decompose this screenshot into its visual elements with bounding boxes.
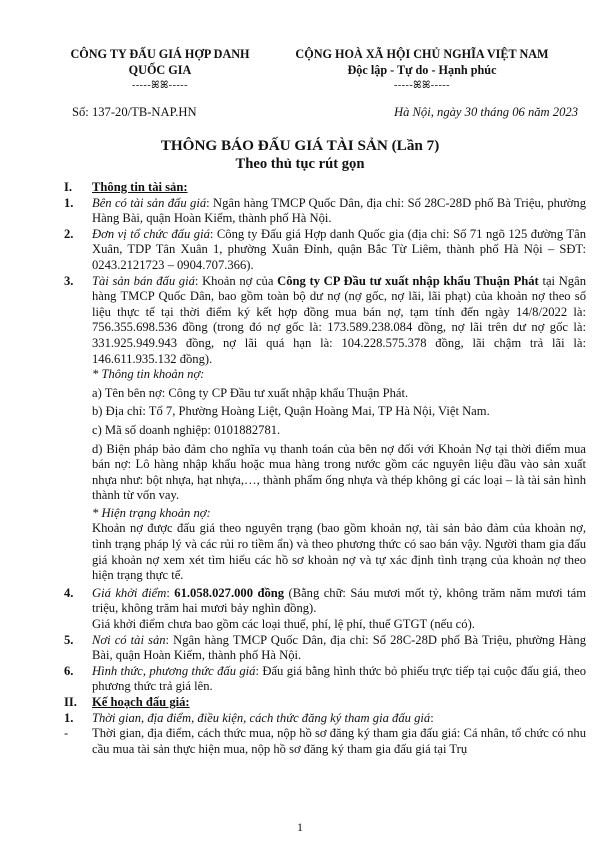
section-heading <box>56 695 586 711</box>
page-number: 1 <box>297 820 303 834</box>
debtor-company: Công ty CP Đầu tư xuất nhập khẩu Thuận Phát <box>277 273 539 288</box>
list-item <box>56 711 586 727</box>
section-title: Kế hoạch đấu giá: <box>92 695 190 709</box>
bullet-item <box>56 726 586 757</box>
org-name-line1: CÔNG TY ĐẤU GIÁ HỢP DANH <box>70 47 250 61</box>
item-number: 3. <box>64 273 74 288</box>
item-label: Nơi có tài sản <box>92 632 166 647</box>
debtor-address: b) Địa chỉ: Tổ 7, Phường Hoàng Liệt, Quận Hoàng Mai, TP Hà Nội, Việt Nam. <box>92 404 490 419</box>
item-text: tại Ngân hàng TMCP Quốc Dân, bao gồm toàn bộ dư nợ (nợ gốc, nợ lãi, lãi phạt) của khoản nợ theo số liệu thực tế tại thời điểm ký kết hợp đồng mua bán nợ, tạm tính đến ngày 14/8/2022 là: 756.355.698.536 đồng (trong đó nợ gốc là: 173.589.238.084 đồng, nợ lãi trên dư nợ gốc là: 331.925.949.943 đồng, nợ lãi quá hạn là: 104.228.575.378 đồng, lãi chậm trả lãi là: 146.611.935.132 đồng). <box>92 273 586 366</box>
document-date: Hà Nội, ngày 30 tháng 06 năm 2023 <box>393 105 578 119</box>
debtor-tax-code: c) Mã số doanh nghiệp: 0101882781. <box>92 422 281 437</box>
item-number: 5. <box>64 632 74 647</box>
nation-name: CỘNG HOÀ XÃ HỘI CHỦ NGHĨA VIỆT NAM <box>295 47 549 61</box>
starting-price: 61.058.027.000 đồng <box>174 585 285 600</box>
list-item <box>56 227 586 274</box>
document-subtitle: Theo thủ tục rút gọn <box>235 156 365 172</box>
item-number: 4. <box>64 585 74 600</box>
ornament-divider: -----ꕤꕤ----- <box>132 80 188 91</box>
item-number: 1. <box>64 710 74 725</box>
document-number: Số: 137-20/TB-NAP.HN <box>72 105 197 119</box>
motto: Độc lập - Tự do - Hạnh phúc <box>347 63 497 77</box>
debt-info-heading: * Thông tin khoản nợ: <box>92 367 205 382</box>
list-item <box>56 196 586 227</box>
section-heading <box>56 180 586 196</box>
item-text: : Ngân hàng TMCP Quốc Dân, địa chỉ: Số 28C-28D phố Bà Triệu, phường Hàng Bài, quận Hoàn Kiếm, thành phố Hà Nội. <box>92 195 587 226</box>
item-label: Giá khởi điểm <box>92 585 167 600</box>
item-text: (Bằng chữ: Sáu mươi mốt tỷ, không trăm năm mươi tám triệu, không trăm hai mươi bảy nghìn đồng). <box>92 585 586 616</box>
item-number: 6. <box>64 663 74 678</box>
section-number: II. <box>64 695 77 709</box>
national-motto-block <box>262 46 582 94</box>
item-text: : Công ty Đấu giá Hợp danh Quốc gia (địa chỉ: Số 71 ngõ 125 đường Tân Xuân, TDP Tân Xuân 1, phường Xuân Đỉnh, quận Bắc Từ Liêm, thành phố Hà Nội – SĐT: 0243.2121723 – 0904.707.366). <box>92 226 587 272</box>
item-label: Tài sản bán đấu giá <box>92 273 195 288</box>
item-text: : <box>430 710 434 725</box>
item-label: Bên có tài sản đấu giá <box>92 195 207 210</box>
debt-status-heading: * Hiện trạng khoản nợ: <box>92 505 211 520</box>
item-label: Đơn vị tổ chức đấu giá <box>92 226 210 241</box>
org-name-line2: QUỐC GIA <box>128 63 192 77</box>
item-number: 1. <box>64 195 74 210</box>
ornament-divider: -----ꕤꕤ----- <box>394 80 450 91</box>
item-number: 2. <box>64 226 74 241</box>
item-text: : Ngân hàng TMCP Quốc Dân, địa chỉ: Số 28C-28D phố Bà Triệu, phường Hàng Bài, quận Hoàn Kiếm, thành phố Hà Nội. <box>92 632 586 663</box>
document-body <box>56 180 586 757</box>
section-number: I. <box>64 180 73 194</box>
bullet-text: Thời gian, địa điểm, cách thức mua, nộp hồ sơ đăng ký tham gia đấu giá: Cá nhân, tổ chức có nhu cầu mua tài sản thực hiện mua, nộp hồ sơ đăng ký tham gia đấu giá tại Trụ <box>92 726 586 756</box>
item-text: : Khoản nợ của <box>194 273 278 288</box>
section-title: Thông tin tài sản: <box>92 180 188 194</box>
item-label: Hình thức, phương thức đấu giá <box>92 663 256 678</box>
item-label: Thời gian, địa điểm, điều kiện, cách thức đăng ký tham gia đấu giá <box>92 710 431 725</box>
list-item <box>56 274 586 368</box>
bullet-dash: - <box>64 726 69 741</box>
organization-block <box>50 46 270 94</box>
debt-collateral: d) Biện pháp bảo đảm cho nghĩa vụ thanh toán của bên nợ đối với Khoản Nợ tại thời điểm mua bán nợ: Lô hàng nhập khẩu hoặc mua hàng trong nước gồm các nguyên liệu đầu vào sản xuất nhựa như: bột nhựa, hạt nhựa,…, thành phẩm ống nhựa và thép không gỉ các loại – là tài sản hình thành từ vốn vay. <box>92 441 586 503</box>
list-item <box>56 633 586 664</box>
list-item: 4. Giá khởi điểm: 61.058.027.000 đồng (Bằng chữ: Sáu mươi mốt tỷ, không trăm năm mươi tám triệu, không trăm hai mươi bảy nghìn đồng). <box>64 585 586 616</box>
price-note: Giá khởi điểm chưa bao gồm các loại thuế, phí, lệ phí, thuế GTGT (nếu có). <box>92 617 475 632</box>
item-text: : Đấu giá bằng hình thức bỏ phiếu trực tiếp tại cuộc đấu giá, theo phương thức trả giá lên. <box>92 663 586 694</box>
list-item <box>56 664 586 695</box>
debtor-name: a) Tên bên nợ: Công ty CP Đầu tư xuất nhập khẩu Thuận Phát. <box>92 385 409 400</box>
debt-status-text: Khoản nợ được đấu giá theo nguyên trạng (bao gồm khoản nợ, tài sản bảo đảm của khoản nợ, tình trạng pháp lý và các rủi ro tiềm ẩn) và theo phương thức có sao bán vậy. Người tham gia đấu giá khoản nợ xem xét tìm hiểu các hồ sơ khoản nợ và tự xác định tình trạng của khoản nợ theo hiện trạng thực tế. <box>92 521 586 583</box>
document-title: THÔNG BÁO ĐẤU GIÁ TÀI SẢN (Lần 7) <box>160 137 440 154</box>
